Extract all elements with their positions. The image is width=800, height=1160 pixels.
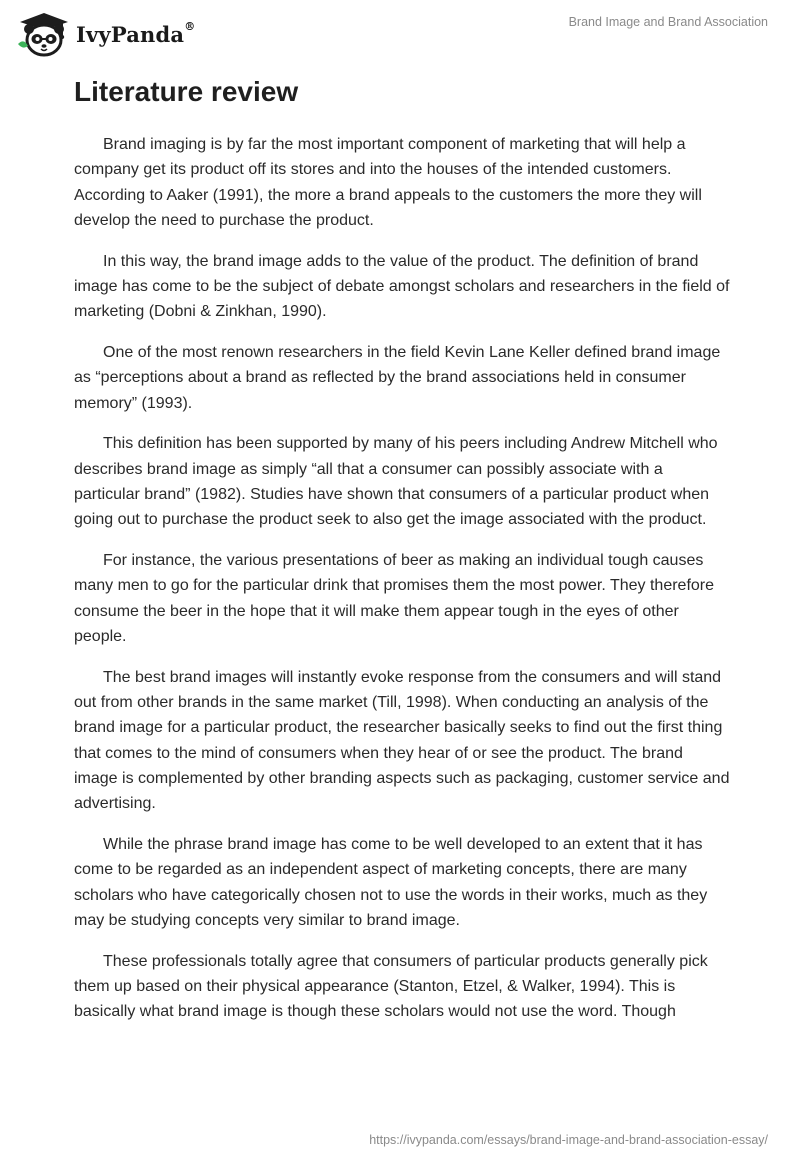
paragraph: One of the most renown researchers in the field Kevin Lane Keller defined brand image as “perceptions about a brand as reflected by the brand associations held in consumer memory” (1993). (74, 344, 721, 412)
brand-name: IvyPanda® (76, 19, 196, 47)
paragraph: For instance, the various presentations of beer as making an individual tough causes many men to go for the particular drink that promises them the most power. They therefore consume the beer in the hope that it will make them appear tough in the eyes of other people. (74, 552, 715, 646)
paragraph: In this way, the brand image adds to the value of the product. The definition of brand image has come to be the subject of debate amongst scholars and researchers in the field of marketing (Dobni & Zinkhan, 1990). (74, 252, 730, 321)
page-header (0, 0, 800, 70)
article-body (74, 72, 730, 1040)
document-title: Brand Image and Brand Association (568, 15, 768, 29)
paragraph: These professionals totally agree that consumers of particular products generally pick them up based on their physical appearance (Stanton, Etzel, & Walker, 1994). This is basically what brand image is though these scholars would not use the word. Though (74, 952, 708, 1021)
panda-graduate-icon (14, 8, 72, 58)
section-heading: Literature review (74, 76, 299, 107)
paragraph: Brand imaging is by far the most important component of marketing that will help a company get its product off its stores and into the houses of the intended customers. According to Aaker (1991), the more a brand appeals to the customers the more they will develop the need to purchase the product. (74, 136, 702, 229)
source-url[interactable]: https://ivypanda.com/essays/brand-image-and-brand-association-essay/ (369, 1133, 768, 1147)
paragraph: While the phrase brand image has come to be well developed to an extent that it has come to be regarded as an independent aspect of marketing concepts, there are many scholars who have categorically chosen not to use the words in their works, much as they may be studying concepts very similar to brand image. (74, 836, 708, 930)
paragraph: The best brand images will instantly evoke response from the consumers and will stand out from other brands in the same market (Till, 1998). When conducting an analysis of the brand image for a particular product, the researcher basically seeks to find out the first thing that comes to the mind of consumers when they hear of or see the product. The brand image is complemented by other branding aspects such as packaging, customer service and advertising. (74, 668, 730, 813)
ivypanda-logo[interactable] (14, 8, 195, 58)
paragraph: This definition has been supported by many of his peers including Andrew Mitchell who describes brand image as simply “all that a consumer can possibly associate with a particular brand” (1982). Studies have shown that consumers of a particular product when going out to purchase the product seek to also get the image associated with the product. (74, 435, 718, 529)
